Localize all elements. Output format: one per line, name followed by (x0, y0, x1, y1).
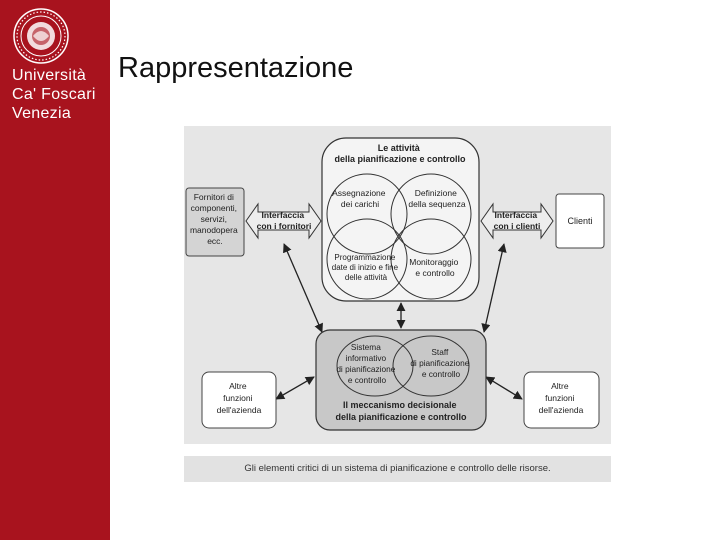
other-left-line-1: Altre (229, 381, 247, 391)
label-monitoraggio-line-1: Monitoraggio (409, 257, 459, 267)
activities-title-line-1: Le attività (377, 143, 420, 153)
label-definizione (408, 188, 465, 209)
label-monitoraggio (409, 257, 461, 278)
label-staff-line-1: Staff (431, 347, 449, 357)
decision-title-line-2: della pianificazione e controllo (335, 412, 467, 422)
label-monitoraggio-line-2: e controllo (415, 268, 455, 278)
suppliers-interface-line-2: con i fornitori (256, 221, 312, 231)
university-name-line-1: Università (12, 67, 87, 84)
label-programmazione-line-2: date di inizio e fine (331, 263, 399, 272)
suppliers-line-4: manodopera (189, 225, 238, 235)
label-sistema-line-1: Sistema (350, 342, 381, 352)
clients-interface-line-1: Interfaccia (494, 210, 538, 220)
other-left-line-3: dell'azienda (216, 405, 262, 415)
figure-caption-band (184, 456, 611, 482)
university-name-line-3: Venezia (12, 105, 72, 122)
university-sidebar (0, 0, 110, 540)
university-name (12, 66, 96, 123)
suppliers-interface-line-1: Interfaccia (261, 210, 305, 220)
university-seal-icon (11, 6, 71, 66)
arrow-suppliers-to-bottom (284, 244, 322, 332)
other-left-line-2: funzioni (223, 393, 253, 403)
other-right-line-1: Altre (551, 381, 569, 391)
clients-interface-line-2: con i clienti (493, 221, 541, 231)
suppliers-interface-label (257, 210, 312, 231)
suppliers-line-2: componenti, (190, 203, 237, 213)
label-programmazione-line-3: delle attività (344, 273, 388, 282)
label-sistema-line-3: di pianificazione (336, 364, 396, 374)
label-sistema-line-4: e controllo (347, 375, 387, 385)
slide-title: Rappresentazione (118, 52, 354, 84)
clients-interface-label (494, 210, 541, 231)
other-right-line-2: funzioni (545, 393, 575, 403)
diagram-canvas (184, 126, 611, 444)
label-assegnazione-line-2: dei carichi (340, 199, 380, 209)
figure-caption: Gli elementi critici di un sistema di pianificazione e controllo delle risorse. (244, 463, 551, 474)
arrow-clients-to-bottom (484, 244, 504, 332)
suppliers-line-3: servizi, (200, 214, 228, 224)
label-staff-line-3: e controllo (421, 369, 461, 379)
clients-line-1: Clienti (567, 216, 593, 226)
other-right-line-3: dell'azienda (538, 405, 584, 415)
decision-title-line-1: Il meccanismo decisionale (342, 400, 457, 410)
activities-title-line-2: della pianificazione e controllo (334, 154, 466, 164)
clients-label (567, 216, 592, 226)
label-definizione-line-1: Definizione (414, 188, 457, 198)
arrow-right-functions (486, 377, 522, 399)
label-programmazione-line-1: Programmazione (334, 253, 396, 262)
arrow-left-functions (276, 377, 314, 399)
university-name-line-2: Ca' Foscari (12, 86, 96, 103)
label-sistema-line-2: informativo (345, 353, 387, 363)
suppliers-line-5: ecc. (207, 236, 223, 246)
suppliers-line-1: Fornitori di (193, 192, 234, 202)
label-definizione-line-2: della sequenza (408, 199, 466, 209)
label-staff-line-2: di pianificazione (410, 358, 470, 368)
label-assegnazione-line-1: Assegnazione (332, 188, 386, 198)
diagram-figure (184, 126, 611, 444)
